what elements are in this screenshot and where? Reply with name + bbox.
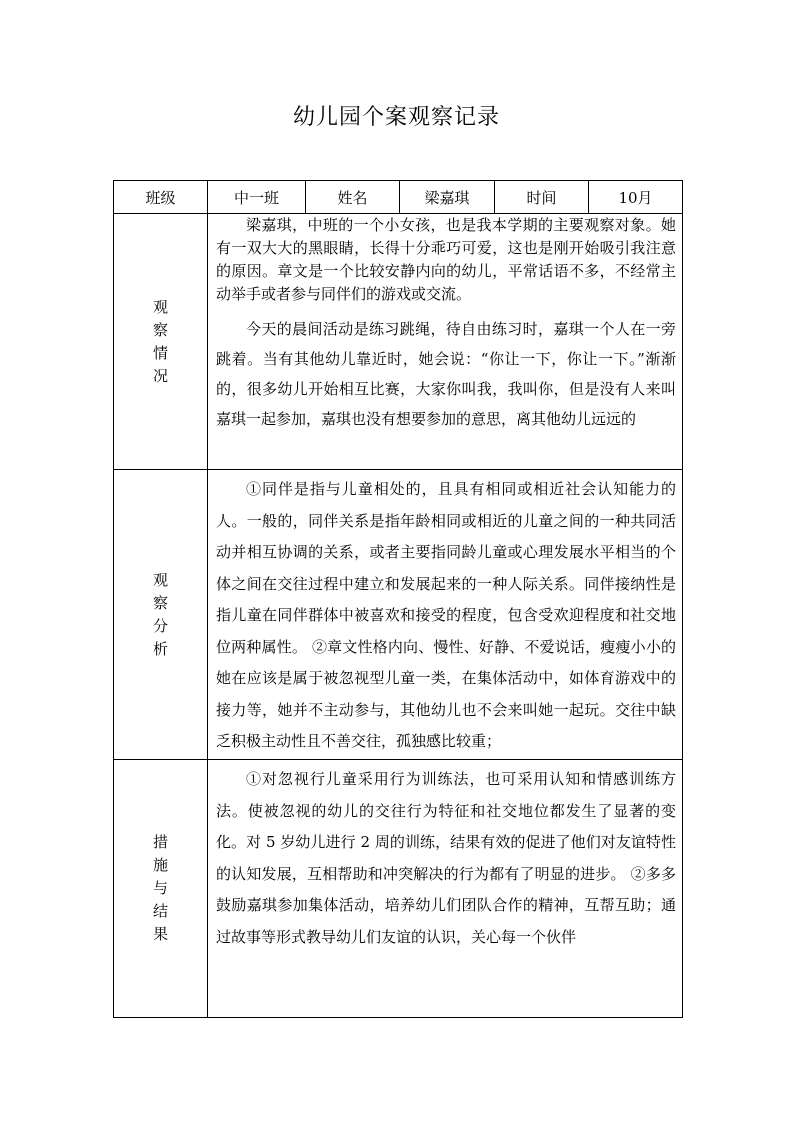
time-label: 时间 [495, 181, 589, 214]
class-label: 班级 [114, 181, 208, 214]
measures-content [208, 760, 683, 1018]
observation-label: 观察情况 [152, 297, 168, 385]
observation-paragraph-2: 今天的晨间活动是练习跳绳，待自由练习时，嘉琪一个人在一旁跳着。当有其他幼儿靠近时，她会说：“你让一下，你让一下。”渐渐的，很多幼儿开始相互比赛，大家你叫我，我叫你，但是没有人来叫嘉琪一起参加，嘉琪也没有想要参加的意思，离其他幼儿远远的 [216, 320, 676, 428]
measures-label-cell [114, 760, 208, 1018]
measures-label: 措施与结果 [152, 833, 168, 943]
observation-paragraph-1: 梁嘉琪，中班的一个小女孩，也是我本学期的主要观察对象。她有一双大大的黑眼睛，长得十分乖巧可爱，这也是刚开始吸引我注意的原因。章文是一个比较安静内向的幼儿，平常话语不多，不经常主动举手或者参与同伴们的游戏或交流。 [216, 216, 676, 303]
header-row [114, 181, 683, 214]
analysis-row [114, 470, 683, 760]
measures-paragraph: ①对忽视行儿童采用行为训练法，也可采用认知和情感训练方法。使被忽视的幼儿的交往行为特征和社交地位都发生了显著的变化。对 5 岁幼儿进行 2 周的训练，结果有效的促进了他们对友谊特性的认知发展，互相帮助和冲突解决的行为都有了明显的进步。 ②多多鼓励嘉琪参加集体活动，培养幼儿们团队合作的精神，互帮互助；通过故事等形式教导幼儿们友谊的认识，关心每一个伙伴 [216, 770, 676, 946]
name-label: 姓名 [306, 181, 400, 214]
class-value: 中一班 [208, 181, 306, 214]
analysis-label: 观察分析 [152, 570, 168, 658]
observation-row [114, 214, 683, 470]
time-value: 10月 [589, 181, 683, 214]
observation-label-cell [114, 214, 208, 470]
analysis-label-cell [114, 470, 208, 760]
observation-content [208, 214, 683, 470]
observation-record-table [113, 180, 683, 1018]
analysis-content [208, 470, 683, 760]
name-value: 梁嘉琪 [400, 181, 495, 214]
analysis-paragraph: ①同伴是指与儿童相处的，且具有相同或相近社会认知能力的人。一般的，同伴关系是指年龄相同或相近的儿童之间的一种共同活动并相互协调的关系，或者主要指同龄儿童或心理发展水平相当的个体之间在交往过程中建立和发展起来的一种人际关系。同伴接纳性是指儿童在同伴群体中被喜欢和接受的程度，包含受欢迎程度和社交地位两种属性。 ②章文性格内向、慢性、好静、不爱说话，瘦瘦小小的她在应该是属于被忽视型儿童一类，在集体活动中，如体育游戏中的接力等，她并不主动参与，其他幼儿也不会来叫她一起玩。交往中缺乏积极主动性且不善交往，孤独感比较重； [216, 480, 676, 750]
measures-row [114, 760, 683, 1018]
document-title: 幼儿园个案观察记录 [292, 105, 500, 130]
